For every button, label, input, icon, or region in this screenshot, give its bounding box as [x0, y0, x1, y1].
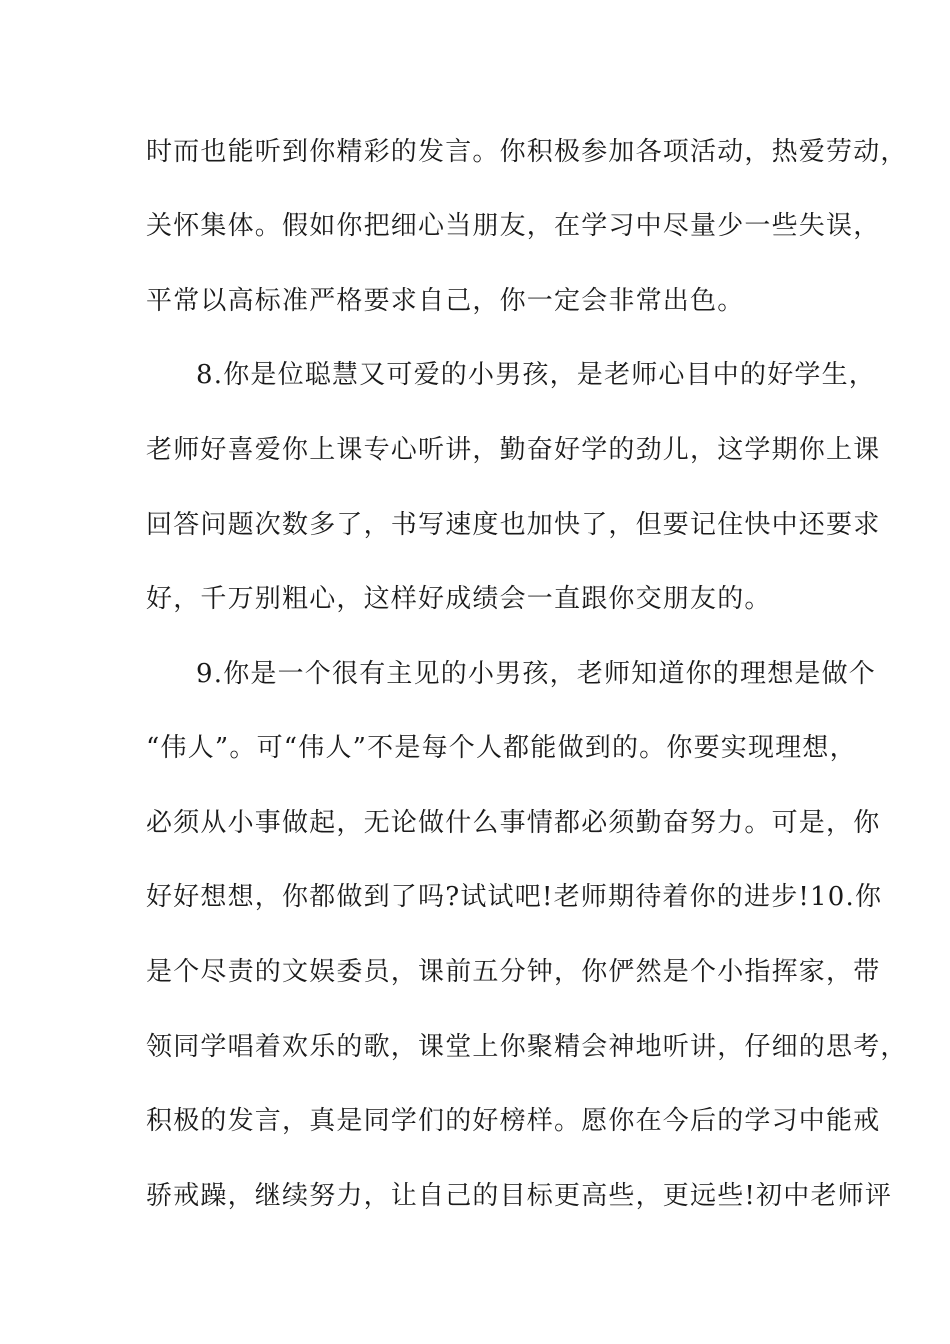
text-line: 积极的发言，真是同学们的好榜样。愿你在今后的学习中能戒 [146, 1106, 881, 1136]
text-line: 骄戒躁，继续努力，让自己的目标更高些，更远些!初中老师评 [146, 1181, 893, 1211]
text-line: 是个尽责的文娱委员，课前五分钟，你俨然是个小指挥家，带 [146, 957, 881, 987]
text-line: 关怀集体。假如你把细心当朋友，在学习中尽量少一些失误， [146, 211, 881, 241]
text-line: “伟人”。可“伟人”不是每个人都能做到的。你要实现理想， [146, 733, 857, 763]
text-line: 回答问题次数多了，书写速度也加快了，但要记住快中还要求 [146, 510, 881, 540]
paragraph-start-line: 9.你是一个很有主见的小男孩，老师知道你的理想是做个 [196, 659, 877, 689]
paragraph-start-line: 8.你是位聪慧又可爱的小男孩，是老师心目中的好学生， [196, 360, 877, 390]
text-line: 领同学唱着欢乐的歌，课堂上你聚精会神地听讲，仔细的思考， [146, 1032, 908, 1062]
text-line: 平常以高标准严格要求自己，你一定会非常出色。 [146, 286, 745, 316]
text-line: 时而也能听到你精彩的发言。你积极参加各项活动，热爱劳动， [146, 137, 908, 167]
text-line: 好好想想，你都做到了吗?试试吧!老师期待着你的进步!10.你 [146, 882, 883, 912]
text-line: 好，千万别粗心，这样好成绩会一直跟你交朋友的。 [146, 584, 772, 614]
text-line: 老师好喜爱你上课专心听讲，勤奋好学的劲儿，这学期你上课 [146, 435, 881, 465]
text-line: 必须从小事做起，无论做什么事情都必须勤奋努力。可是，你 [146, 808, 881, 838]
